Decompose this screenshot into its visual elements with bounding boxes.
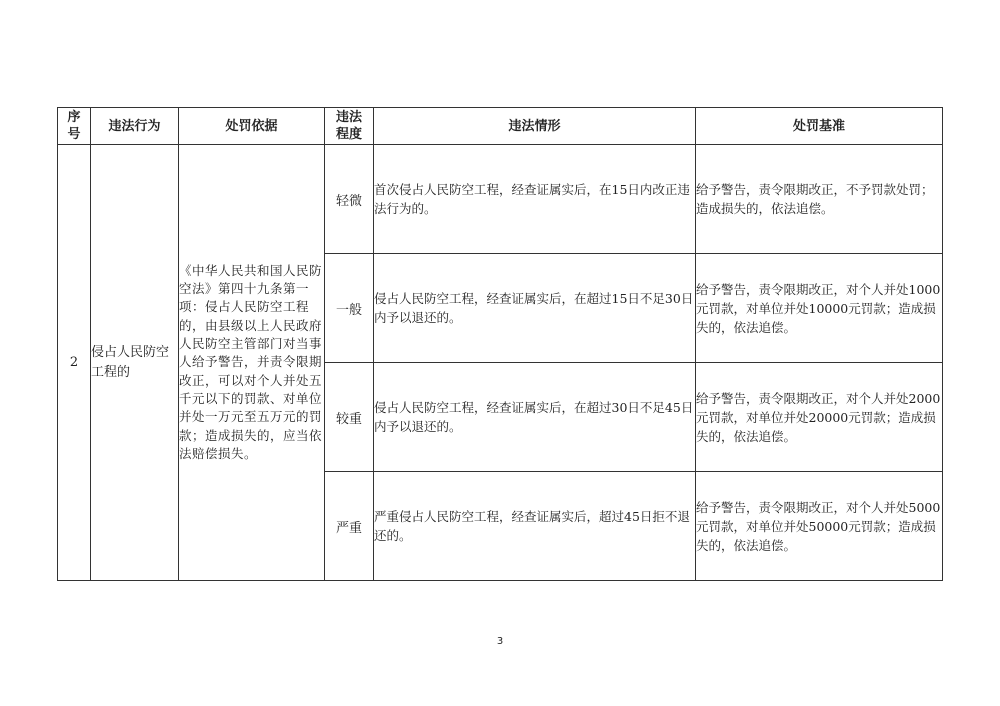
degree-cell: 轻微: [325, 145, 374, 254]
degree-cell: 较重: [325, 363, 374, 472]
header-seq: 序号: [58, 108, 91, 145]
standard-cell: 给予警告，责令限期改正，对个人并处1000元罚款，对单位并处10000元罚款；造成损失的，依法追偿。: [696, 254, 943, 363]
standard-cell: 给予警告，责令限期改正，对个人并处2000元罚款，对单位并处20000元罚款；造成损失的，依法追偿。: [696, 363, 943, 472]
page-number: 3: [496, 636, 504, 647]
basis-cell: 《中华人民共和国人民防空法》第四十九条第一项：侵占人民防空工程的，由县级以上人民政府人民防空主管部门对当事人给予警告，并责令限期改正，可以对个人并处五千元以下的罚款、对单位并处一万元至五万元的罚款；造成损失的，应当依法赔偿损失。: [179, 145, 325, 581]
act-cell: 侵占人民防空工程的: [91, 145, 179, 581]
condition-cell: 严重侵占人民防空工程，经查证属实后，超过45日拒不退还的。: [374, 472, 696, 581]
header-basis: 处罚依据: [179, 108, 325, 145]
header-row: [58, 108, 943, 145]
condition-cell: 侵占人民防空工程，经查证属实后，在超过30日不足45日内予以退还的。: [374, 363, 696, 472]
standard-cell: 给予警告，责令限期改正，不予罚款处罚；造成损失的，依法追偿。: [696, 145, 943, 254]
table-row: [58, 145, 943, 254]
seq-cell: 2: [58, 145, 91, 581]
header-degree: 违法程度: [325, 108, 374, 145]
condition-cell: 侵占人民防空工程，经查证属实后，在超过15日不足30日内予以退还的。: [374, 254, 696, 363]
degree-cell: 一般: [325, 254, 374, 363]
condition-cell: 首次侵占人民防空工程，经查证属实后，在15日内改正违法行为的。: [374, 145, 696, 254]
degree-cell: 严重: [325, 472, 374, 581]
header-act: 违法行为: [91, 108, 179, 145]
header-standard: 处罚基准: [696, 108, 943, 145]
header-condition: 违法情形: [374, 108, 696, 145]
penalty-table: [57, 107, 943, 581]
standard-cell: 给予警告，责令限期改正，对个人并处5000元罚款，对单位并处50000元罚款；造成损失的，依法追偿。: [696, 472, 943, 581]
